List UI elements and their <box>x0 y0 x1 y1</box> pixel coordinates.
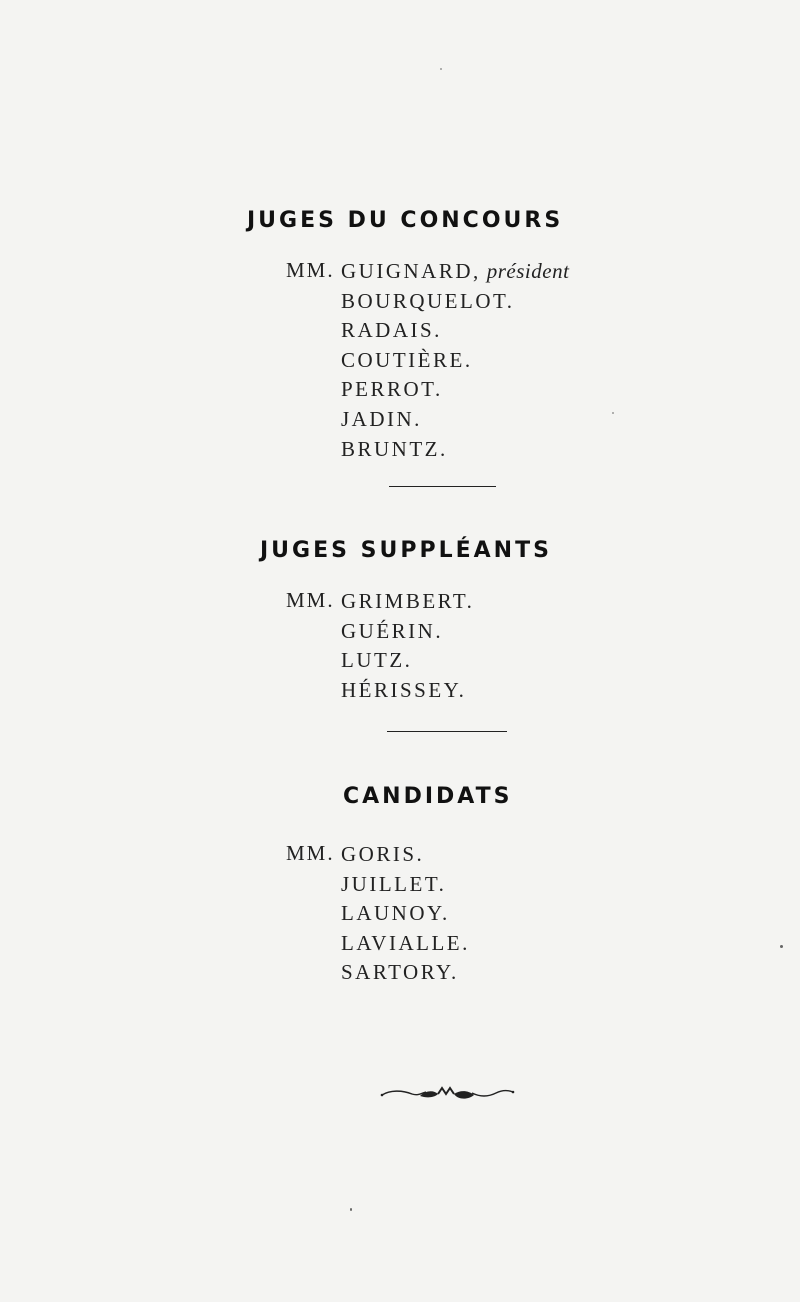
paper-speck <box>780 945 783 948</box>
list-item <box>341 257 569 287</box>
judge-name: BRUNTZ. <box>341 436 448 461</box>
list-item <box>341 375 569 405</box>
judge-name: GRIMBERT. <box>341 589 475 613</box>
list-item <box>341 840 470 870</box>
list-item <box>341 287 569 317</box>
list-item <box>341 899 470 929</box>
candidate-name: GORIS. <box>341 842 425 866</box>
list-item <box>341 870 470 900</box>
list-item <box>341 435 569 465</box>
list-item <box>341 587 474 617</box>
judge-name: GUÉRIN. <box>341 618 444 643</box>
judge-name: COUTIÈRE. <box>341 347 473 372</box>
section-divider <box>389 486 496 487</box>
list-item <box>341 958 470 988</box>
list-item <box>341 316 569 346</box>
honorific-prefix: MM. <box>286 258 335 282</box>
ornament-flourish-icon <box>380 1084 515 1104</box>
candidate-name: JUILLET. <box>341 871 447 896</box>
judge-name: GUIGNARD, <box>341 259 481 283</box>
list-item <box>341 646 474 676</box>
paper-speck <box>440 68 442 70</box>
judge-name: RADAIS. <box>341 318 442 343</box>
substitute-judges-list <box>341 587 474 705</box>
honorific-prefix: MM. <box>286 588 335 612</box>
candidate-name: LAUNOY. <box>341 901 450 926</box>
section-title-juges-suppleants: JUGES SUPPLÉANTS <box>260 538 552 563</box>
list-item <box>341 676 474 706</box>
section-title-juges-du-concours: JUGES DU CONCOURS <box>247 208 564 233</box>
candidate-name: SARTORY. <box>341 960 459 985</box>
list-item <box>341 346 569 376</box>
candidates-list <box>341 840 470 988</box>
judge-name: JADIN. <box>341 406 422 431</box>
judge-name: BOURQUELOT. <box>341 288 515 313</box>
list-item <box>341 929 470 959</box>
paper-speck <box>350 1208 352 1211</box>
judge-name: PERROT. <box>341 377 443 402</box>
list-item <box>341 617 474 647</box>
candidate-name: LAVIALLE. <box>341 930 470 955</box>
judges-list <box>341 257 569 464</box>
section-divider <box>387 731 507 732</box>
paper-speck <box>612 412 614 414</box>
honorific-prefix: MM. <box>286 841 335 865</box>
section-title-candidats: CANDIDATS <box>343 784 513 809</box>
judge-name: LUTZ. <box>341 648 413 673</box>
judge-name: HÉRISSEY. <box>341 677 467 702</box>
judge-role: président <box>486 259 570 283</box>
list-item <box>341 405 569 435</box>
